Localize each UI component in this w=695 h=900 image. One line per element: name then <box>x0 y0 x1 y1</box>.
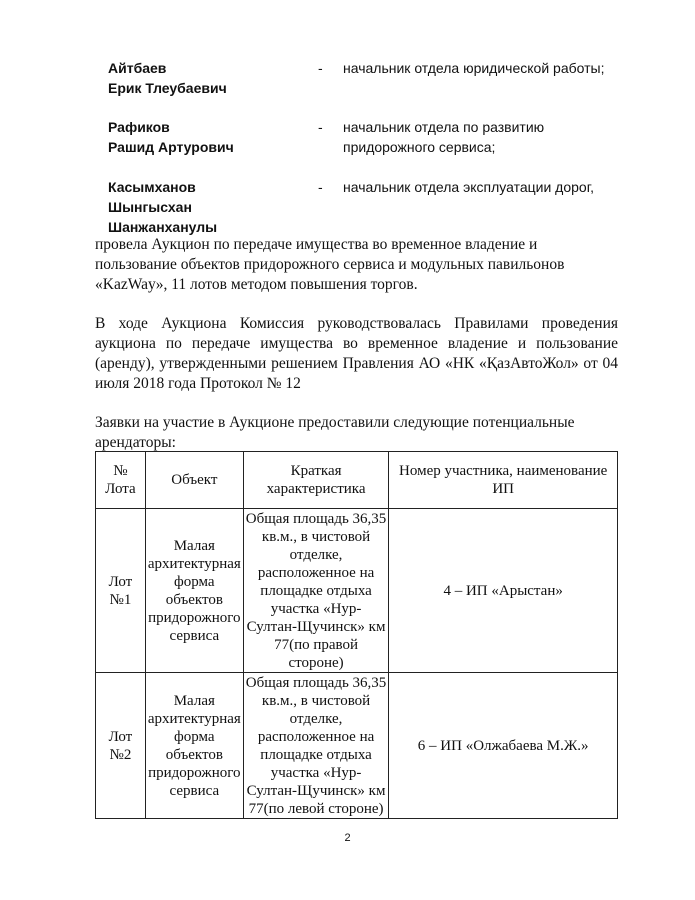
member-surname: Касымханов <box>108 179 196 195</box>
member-surname: Рафиков <box>108 119 170 135</box>
cell-object: Малая архитектурная форма объектов придорожного сервиса <box>145 509 243 673</box>
table-row <box>96 509 618 673</box>
header-lot: № Лота <box>96 452 146 509</box>
header-participant: Номер участника, наименование ИП <box>389 452 618 509</box>
table-header-row <box>96 452 618 509</box>
auction-intro-paragraph: провела Аукцион по передаче имущества во временное владение и пользование объектов придорожного сервиса и модульных павильонов «KazWay», 11 лотов методом повышения торгов. <box>95 236 565 293</box>
cell-lot: Лот №2 <box>96 673 146 819</box>
cell-participant: 4 – ИП «Арыстан» <box>389 509 618 673</box>
member-given-name: Ерик Тлеубаевич <box>108 80 227 96</box>
member-name <box>108 177 217 237</box>
cell-participant: 6 – ИП «Олжабаева М.Ж.» <box>389 673 618 819</box>
member-dash: - <box>318 60 323 76</box>
table-row <box>96 673 618 819</box>
cell-description: Общая площадь 36,35 кв.м., в чистовой отделке, расположенное на площадке отдыха участка «Нур-Султан-Щучинск» км 77(по левой стороне) <box>243 673 389 819</box>
member-dash: - <box>318 179 323 195</box>
member-given-name: Шынгысхан <box>108 199 192 215</box>
member-dash: - <box>318 119 323 135</box>
header-description: Краткая характеристика <box>243 452 389 509</box>
member-role: начальник отдела по развитию придорожного сервиса; <box>343 119 545 155</box>
member-name <box>108 117 234 157</box>
member-role: начальник отдела юридической работы; <box>343 60 605 76</box>
page-number: 2 <box>344 832 351 844</box>
member-role: начальник отдела эксплуатации дорог, <box>343 179 594 195</box>
header-object: Объект <box>145 452 243 509</box>
lots-table <box>95 451 618 819</box>
member-surname: Айтбаев <box>108 60 167 76</box>
member-patronymic: Шанжанханулы <box>108 219 218 235</box>
cell-description: Общая площадь 36,35 кв.м., в чистовой отделке, расположенное на площадке отдыха участка «Нур-Султан-Щучинск» км 77(по правой стороне) <box>243 509 389 673</box>
cell-object: Малая архитектурная форма объектов придорожного сервиса <box>145 673 243 819</box>
member-given-name: Рашид Артурович <box>108 139 234 155</box>
cell-lot: Лот №1 <box>96 509 146 673</box>
member-name <box>108 58 227 98</box>
rules-paragraph: В ходе Аукциона Комиссия руководствовалась Правилами проведения аукциона по передаче имущества во временное владение и пользование (аренду), утвержденными решением Правления АО «НК «ҚазАвтоЖол» от 04 июля 2018 года Протокол № 12 <box>95 315 618 392</box>
applications-paragraph: Заявки на участие в Аукционе предоставили следующие потенциальные арендаторы: <box>95 414 575 451</box>
